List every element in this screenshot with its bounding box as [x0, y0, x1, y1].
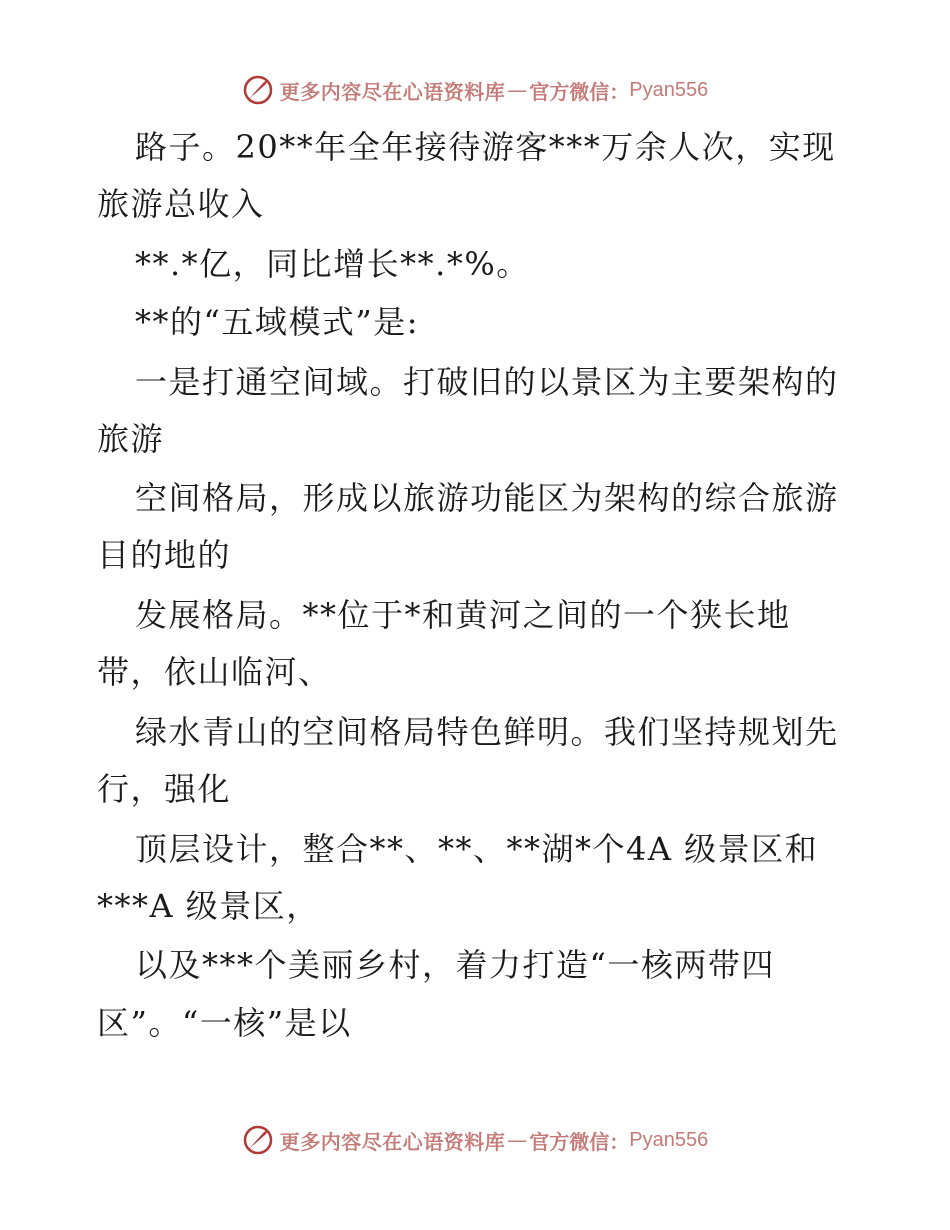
banner-main-text: 更多内容尽在心语资料库: [279, 1129, 506, 1154]
quill-pen-logo-icon: [242, 74, 274, 106]
banner-separator: —: [507, 1128, 528, 1152]
text-line: 空间格局，形成以旅游功能区为架构的综合旅游: [135, 479, 839, 517]
text-line: 以及***个美丽乡村，着力打造“一核两带四: [135, 946, 775, 984]
text-line: **.*亿，同比增长**.*%。: [135, 245, 530, 283]
text-line: 区”。“一核”是以: [97, 1004, 352, 1042]
text-line: 路子。20**年全年接待游客***万余人次，实现: [135, 128, 836, 166]
text-line: 顶层设计，整合**、**、**湖*个4A 级景区和: [135, 830, 819, 868]
banner-wechat-id: Pyan556: [629, 1128, 709, 1151]
banner-wechat-id: Pyan556: [629, 78, 709, 101]
banner-separator: —: [507, 78, 528, 102]
text-line: **的“五域模式”是:: [135, 303, 420, 341]
banner-official-label: 官方微信：: [529, 1129, 630, 1154]
text-line: 绿水青山的空间格局特色鲜明。我们坚持规划先: [135, 713, 839, 751]
footer-watermark: [0, 1120, 950, 1160]
text-line: 旅游: [97, 420, 165, 458]
text-line: 一是打通空间域。打破旧的以景区为主要架构的: [135, 363, 839, 401]
text-line: 带，依山临河、: [97, 653, 332, 691]
header-watermark: [0, 70, 950, 110]
text-line: ***A 级景区，: [97, 887, 320, 925]
quill-pen-logo-icon: [242, 1124, 274, 1156]
banner-main-text: 更多内容尽在心语资料库: [279, 79, 506, 104]
text-line: 旅游总收入: [97, 185, 265, 223]
text-line: 发展格局。**位于*和黄河之间的一个狭长地: [135, 596, 791, 634]
text-line: 目的地的: [97, 536, 232, 574]
banner-official-label: 官方微信：: [529, 79, 630, 104]
text-line: 行，强化: [97, 770, 232, 808]
